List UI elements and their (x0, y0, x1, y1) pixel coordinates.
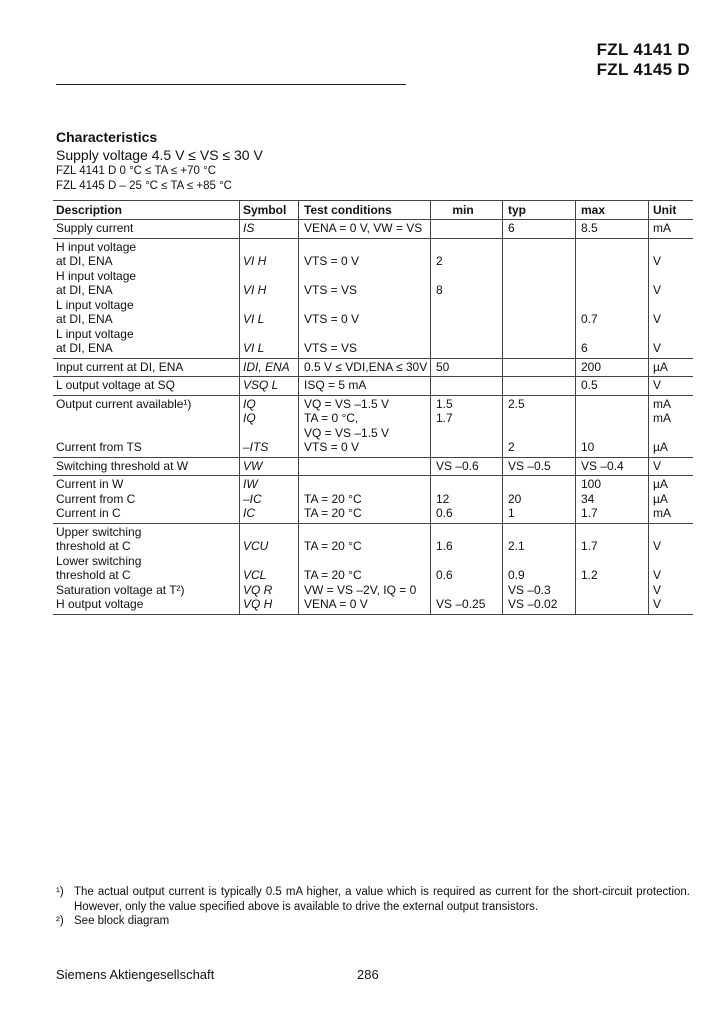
cell-description: L input voltage (56, 326, 134, 341)
cell-max: 1.7 (581, 506, 598, 520)
cell-unit: µA (653, 440, 668, 454)
page-number: 286 (357, 967, 379, 982)
cell-description: at DI, ENA (56, 254, 113, 268)
cell-typ: 2 (508, 440, 515, 454)
cell-description: Supply current (56, 221, 134, 235)
table-row (53, 359, 693, 378)
cell-max: 1.2 (581, 568, 598, 582)
cell-unit: V (653, 458, 662, 473)
cell-unit: V (653, 582, 662, 597)
cell-unit: µA (653, 359, 668, 374)
cell-test-conditions: VENA = 0 V (304, 597, 368, 611)
cell-symbol: IQ (243, 411, 256, 425)
cell-description: Current in C (56, 506, 121, 520)
cell-unit: mA (653, 411, 671, 425)
table-row (53, 524, 693, 615)
table-row (53, 377, 693, 396)
company-name: Siemens Aktiengesellschaft (56, 967, 215, 982)
supply-voltage: Supply voltage 4.5 V ≤ VS ≤ 30 V (56, 147, 263, 163)
cell-max: 0.7 (581, 312, 598, 326)
cell-max: 6 (581, 341, 588, 355)
cell-symbol: VW (243, 458, 263, 473)
cell-min: VS –0.6 (436, 458, 479, 473)
table-row (53, 458, 693, 477)
cell-unit: V (653, 341, 662, 355)
cell-test-conditions: TA = 0 °C, (304, 411, 359, 425)
cell-max: 10 (581, 440, 595, 454)
cell-symbol: IDI, ENA (243, 359, 290, 374)
cell-typ: VS –0.3 (508, 582, 551, 597)
cell-symbol: IC (243, 506, 255, 520)
cell-symbol: VI L (243, 312, 265, 326)
cell-min: 0.6 (436, 506, 453, 520)
cell-max: 100 (581, 477, 602, 491)
cell-description: Saturation voltage at T²) (56, 582, 185, 597)
cell-description: Current in W (56, 477, 124, 491)
cell-description: threshold at C (56, 539, 131, 553)
cell-min: 8 (436, 283, 443, 297)
cell-description: L input voltage (56, 297, 134, 312)
cell-typ: 6 (508, 221, 515, 235)
cell-unit: µA (653, 477, 668, 491)
cell-unit: mA (653, 221, 671, 235)
cell-max: 0.5 (581, 378, 598, 392)
cell-typ: 1 (508, 506, 515, 520)
cell-min: 1.6 (436, 539, 453, 553)
cell-test-conditions: TA = 20 °C (304, 491, 362, 506)
characteristics-table (53, 200, 693, 615)
cell-max: 34 (581, 491, 595, 506)
cell-description: Output current available¹) (56, 396, 192, 411)
cell-description: Current from TS (56, 440, 142, 454)
cell-symbol: VSQ L (243, 378, 279, 392)
cell-symbol: VQ R (243, 582, 273, 597)
cell-test-conditions: ISQ = 5 mA (304, 378, 367, 392)
footnote-1: ¹) The actual output current is typically 0.5 mA higher, a value which is required as current for the short-circuit protection. However, only the value specified above is available to drive the external output transistors. (56, 886, 690, 913)
cell-unit: V (653, 597, 662, 611)
cell-test-conditions: 0.5 V ≤ VDI,ENA ≤ 30V (304, 359, 428, 374)
temp-condition-4141: FZL 4141 D 0 °C ≤ TA ≤ +70 °C (56, 165, 216, 177)
table-row (53, 239, 693, 359)
temp-condition-4145: FZL 4145 D – 25 °C ≤ TA ≤ +85 °C (56, 180, 232, 192)
cell-description: at DI, ENA (56, 283, 113, 297)
cell-test-conditions: VTS = 0 V (304, 312, 360, 326)
cell-symbol: VI H (243, 254, 267, 268)
cell-description: H input voltage (56, 268, 137, 283)
cell-description: Input current at DI, ENA (56, 359, 184, 374)
footnote-2: ²) See block diagram (56, 915, 170, 927)
cell-test-conditions: VTS = VS (304, 341, 358, 355)
cell-description: threshold at C (56, 568, 131, 582)
cell-max: 8.5 (581, 221, 598, 235)
cell-unit: V (653, 254, 662, 268)
cell-typ: VS –0.02 (508, 597, 558, 611)
cell-symbol: IQ (243, 396, 256, 411)
cell-typ: 20 (508, 491, 522, 506)
cell-description: L output voltage at SQ (56, 378, 175, 392)
cell-min: 1.5 (436, 396, 453, 411)
table-row (53, 396, 693, 458)
cell-typ: 2.1 (508, 539, 525, 553)
cell-min: 12 (436, 491, 450, 506)
cell-unit: mA (653, 396, 671, 411)
cell-symbol: IW (243, 477, 258, 491)
cell-typ: 0.9 (508, 568, 525, 582)
cell-max: 1.7 (581, 539, 598, 553)
cell-max: VS –0.4 (581, 458, 624, 473)
footnotes (56, 885, 690, 929)
cell-unit: V (653, 539, 662, 553)
cell-test-conditions: TA = 20 °C (304, 539, 362, 553)
cell-symbol: VI H (243, 283, 267, 297)
cell-test-conditions: VQ = VS –1.5 V (304, 396, 390, 411)
table-header: Description Symbol Test conditions min typ max Unit (53, 200, 693, 220)
part-number-1: FZL 4141 D (596, 40, 690, 59)
table-row (53, 476, 693, 524)
cell-unit: V (653, 568, 662, 582)
cell-description: Switching threshold at W (56, 458, 189, 473)
cell-typ: 2.5 (508, 396, 525, 411)
cell-symbol: VQ H (243, 597, 273, 611)
cell-test-conditions: VTS = 0 V (304, 254, 360, 268)
cell-max: 200 (581, 359, 602, 374)
table-row (53, 220, 693, 239)
cell-unit: mA (653, 506, 671, 520)
cell-test-conditions: VW = VS –2V, IQ = 0 (304, 582, 417, 597)
cell-description: at DI, ENA (56, 312, 113, 326)
cell-unit: V (653, 283, 662, 297)
cell-test-conditions: VENA = 0 V, VW = VS (304, 221, 423, 235)
cell-test-conditions: VTS = VS (304, 283, 358, 297)
cell-test-conditions: VQ = VS –1.5 V (304, 425, 390, 440)
cell-min: VS –0.25 (436, 597, 486, 611)
cell-min: 1.7 (436, 411, 453, 425)
cell-unit: µA (653, 491, 668, 506)
cell-min: 2 (436, 254, 443, 268)
cell-unit: V (653, 378, 662, 392)
cell-symbol: VI L (243, 341, 265, 355)
cell-description: Upper switching (56, 524, 142, 539)
cell-description: at DI, ENA (56, 341, 113, 355)
cell-typ: VS –0.5 (508, 458, 551, 473)
part-number-2: FZL 4145 D (596, 60, 690, 79)
cell-symbol: –ITS (243, 440, 269, 454)
cell-min: 0.6 (436, 568, 453, 582)
cell-symbol: VCL (243, 568, 267, 582)
cell-test-conditions: VTS = 0 V (304, 440, 360, 454)
cell-min: 50 (436, 359, 450, 374)
header-rule (56, 84, 406, 85)
cell-description: Current from C (56, 491, 136, 506)
cell-symbol: IS (243, 221, 255, 235)
cell-description: Lower switching (56, 553, 142, 568)
cell-symbol: –IC (243, 491, 262, 506)
cell-symbol: VCU (243, 539, 269, 553)
cell-unit: V (653, 312, 662, 326)
cell-test-conditions: TA = 20 °C (304, 506, 362, 520)
cell-description: H input voltage (56, 239, 137, 254)
cell-test-conditions: TA = 20 °C (304, 568, 362, 582)
cell-description: H output voltage (56, 597, 144, 611)
section-title: Characteristics (56, 129, 158, 145)
